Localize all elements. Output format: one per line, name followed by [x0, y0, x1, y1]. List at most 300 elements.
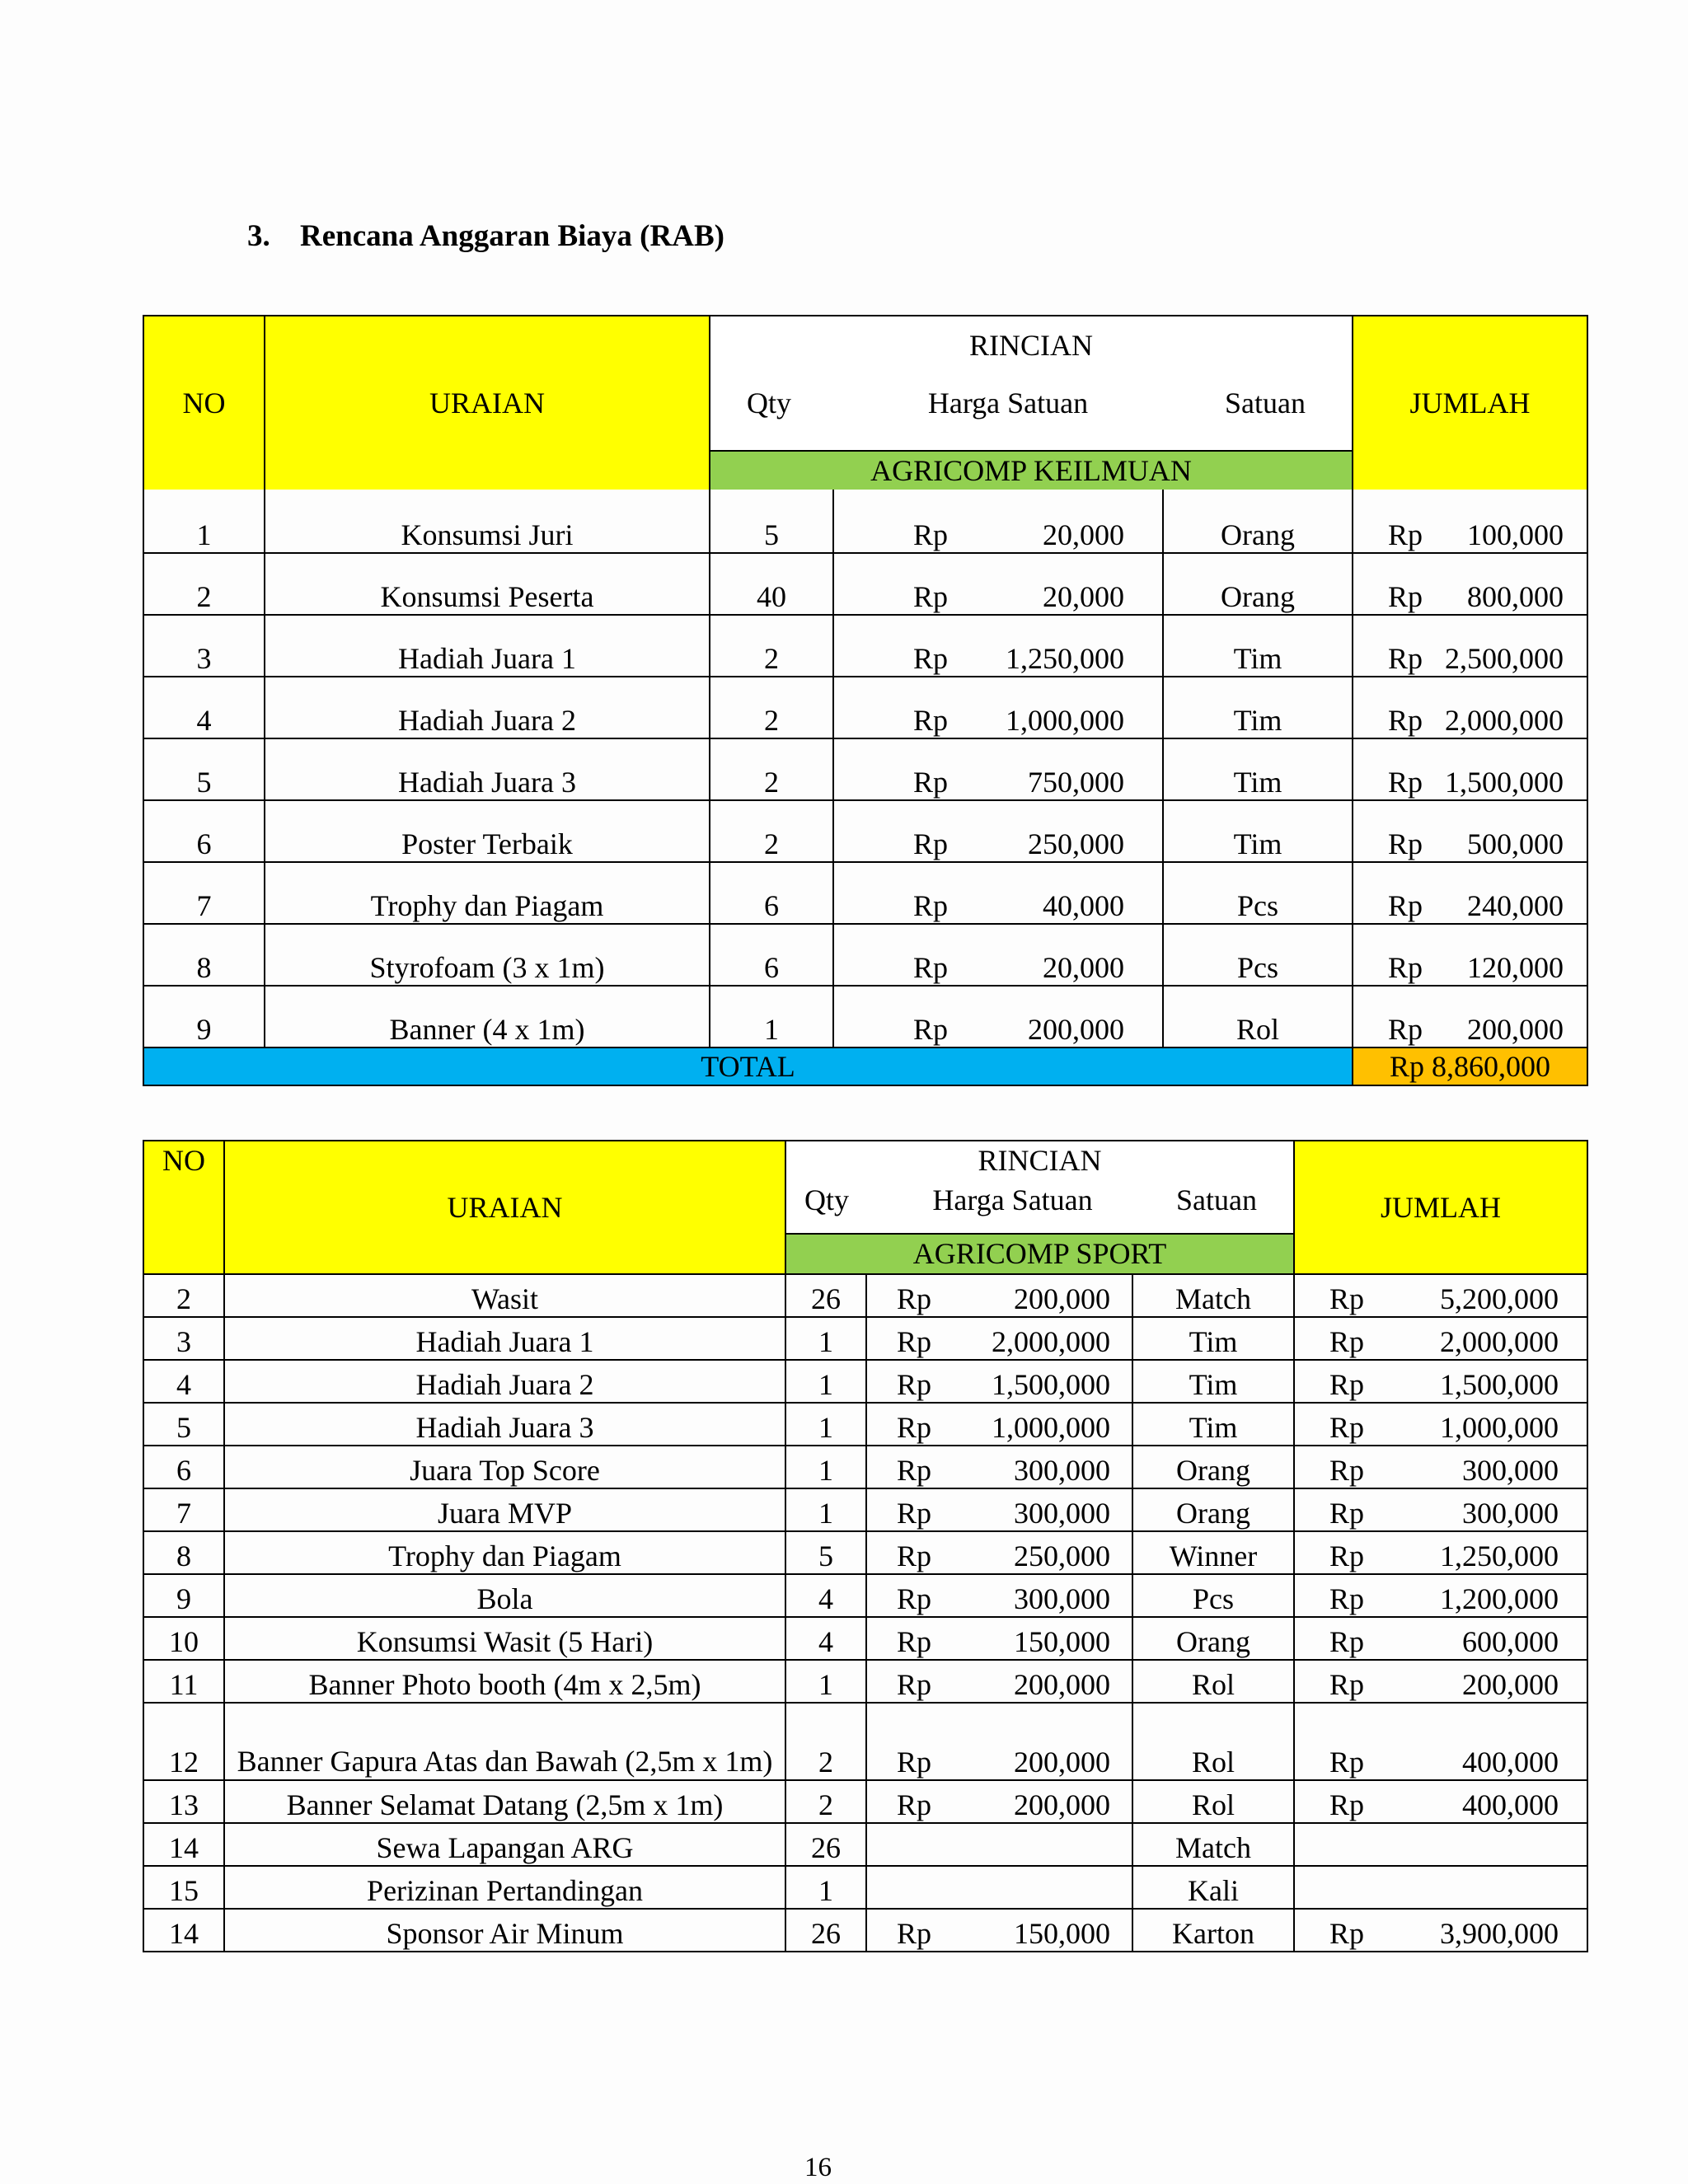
row-harga: [833, 553, 1163, 615]
row-harga: [866, 1360, 1132, 1403]
harga-currency: Rp: [897, 1454, 932, 1487]
harga-currency: Rp: [897, 1788, 932, 1821]
jumlah-wrap: [1300, 1788, 1582, 1822]
row-harga: [833, 615, 1163, 677]
row-satuan: Orang: [1132, 1617, 1294, 1660]
harga-value: 200,000: [1014, 1668, 1110, 1701]
harga-currency: Rp: [897, 1582, 932, 1615]
row-satuan: Karton: [1132, 1909, 1294, 1952]
row-satuan: Tim: [1163, 677, 1353, 738]
header-qty: Qty: [804, 1183, 849, 1216]
row-no: 5: [143, 738, 265, 800]
row-qty: 1: [785, 1360, 866, 1403]
row-qty: 1: [785, 1660, 866, 1703]
harga-value: 20,000: [1043, 580, 1124, 613]
row-qty: 1: [710, 986, 833, 1047]
row-qty: 4: [785, 1617, 866, 1660]
harga-wrap: [872, 1624, 1127, 1659]
section-label: AGRICOMP KEILMUAN: [710, 451, 1353, 490]
harga-currency: Rp: [897, 1325, 932, 1358]
row-harga: [866, 1866, 1132, 1909]
harga-currency: Rp: [913, 1013, 949, 1046]
jumlah-currency: Rp: [1388, 580, 1423, 613]
jumlah-value: 300,000: [1462, 1454, 1559, 1487]
harga-currency: Rp: [913, 518, 949, 551]
row-harga: [833, 800, 1163, 862]
jumlah-currency: Rp: [1388, 518, 1423, 551]
harga-currency: Rp: [897, 1746, 932, 1779]
row-satuan: Tim: [1163, 800, 1353, 862]
table-row: [143, 1909, 1587, 1952]
harga-value: 300,000: [1014, 1497, 1110, 1530]
harga-currency: Rp: [897, 1625, 932, 1658]
jumlah-wrap: [1300, 1667, 1582, 1702]
header-uraian: URAIAN: [224, 1141, 785, 1274]
harga-wrap: [872, 1324, 1127, 1359]
harga-currency: Rp: [913, 580, 949, 613]
harga-wrap: [839, 641, 1157, 676]
row-uraian: Bola: [224, 1574, 785, 1617]
heading-title: Rencana Anggaran Biaya (RAB): [300, 219, 724, 253]
table-row: [143, 490, 1587, 553]
harga-wrap: [872, 1745, 1127, 1779]
harga-value: 150,000: [1014, 1625, 1110, 1658]
harga-value: 200,000: [1028, 1013, 1124, 1046]
jumlah-value: 1,500,000: [1440, 1368, 1559, 1401]
row-jumlah: [1294, 1703, 1587, 1780]
harga-currency: Rp: [913, 827, 949, 860]
jumlah-currency: Rp: [1329, 1368, 1365, 1401]
row-uraian: Konsumsi Peserta: [265, 553, 710, 615]
row-qty: 4: [785, 1574, 866, 1617]
jumlah-wrap: [1300, 1582, 1582, 1616]
row-jumlah: [1294, 1446, 1587, 1488]
row-jumlah: [1294, 1909, 1587, 1952]
table-row: [143, 1617, 1587, 1660]
jumlah-wrap: [1358, 950, 1582, 985]
header-qty: Qty: [747, 387, 791, 419]
row-uraian: Hadiah Juara 3: [224, 1403, 785, 1446]
row-uraian: Hadiah Juara 1: [224, 1317, 785, 1360]
row-jumlah: [1294, 1574, 1587, 1617]
row-satuan: Tim: [1163, 738, 1353, 800]
row-satuan: Orang: [1132, 1446, 1294, 1488]
harga-wrap: [839, 1012, 1157, 1047]
harga-value: 250,000: [1014, 1540, 1110, 1572]
row-no: 13: [143, 1780, 224, 1823]
jumlah-wrap: [1300, 1324, 1582, 1359]
row-harga: [866, 1574, 1132, 1617]
jumlah-currency: Rp: [1329, 1582, 1365, 1615]
harga-wrap: [839, 827, 1157, 861]
row-no: 2: [143, 1274, 224, 1317]
harga-wrap: [872, 1916, 1127, 1951]
header-jumlah: JUMLAH: [1294, 1141, 1587, 1274]
jumlah-currency: Rp: [1329, 1454, 1365, 1487]
row-uraian: Hadiah Juara 3: [265, 738, 710, 800]
row-satuan: Kali: [1132, 1866, 1294, 1909]
harga-value: 300,000: [1014, 1454, 1110, 1487]
harga-wrap: [872, 1367, 1127, 1402]
jumlah-currency: Rp: [1388, 642, 1423, 675]
table-row: [143, 1274, 1587, 1317]
row-harga: [866, 1703, 1132, 1780]
header-uraian: URAIAN: [265, 316, 710, 490]
harga-value: 200,000: [1014, 1788, 1110, 1821]
row-no: 3: [143, 1317, 224, 1360]
row-harga: [866, 1660, 1132, 1703]
jumlah-wrap: [1358, 1012, 1582, 1047]
row-harga: [866, 1909, 1132, 1952]
jumlah-currency: Rp: [1329, 1917, 1365, 1950]
jumlah-currency: Rp: [1388, 704, 1423, 737]
row-satuan: Tim: [1132, 1403, 1294, 1446]
row-jumlah: [1294, 1660, 1587, 1703]
jumlah-wrap: [1358, 827, 1582, 861]
row-no: 9: [143, 1574, 224, 1617]
row-uraian: Perizinan Pertandingan: [224, 1866, 785, 1909]
harga-currency: Rp: [897, 1411, 932, 1444]
row-no: 12: [143, 1703, 224, 1780]
table-row: [143, 1574, 1587, 1617]
jumlah-value: 1,200,000: [1440, 1582, 1559, 1615]
row-harga: [866, 1446, 1132, 1488]
row-no: 4: [143, 1360, 224, 1403]
harga-currency: Rp: [913, 766, 949, 799]
row-jumlah: [1294, 1403, 1587, 1446]
row-jumlah: [1353, 924, 1587, 986]
row-satuan: Rol: [1132, 1780, 1294, 1823]
row-uraian: Styrofoam (3 x 1m): [265, 924, 710, 986]
row-satuan: Rol: [1163, 986, 1353, 1047]
harga-wrap: [839, 765, 1157, 799]
row-jumlah: [1353, 490, 1587, 553]
row-harga: [866, 1403, 1132, 1446]
jumlah-wrap: [1358, 888, 1582, 923]
row-uraian: Banner Photo booth (4m x 2,5m): [224, 1660, 785, 1703]
table-row: [143, 1317, 1587, 1360]
table-row: [143, 1780, 1587, 1823]
harga-currency: Rp: [897, 1368, 932, 1401]
row-uraian: Wasit: [224, 1274, 785, 1317]
row-qty: 5: [785, 1531, 866, 1574]
jumlah-value: 1,000,000: [1440, 1411, 1559, 1444]
harga-currency: Rp: [913, 889, 949, 922]
jumlah-value: 200,000: [1462, 1668, 1559, 1701]
jumlah-value: 200,000: [1467, 1013, 1564, 1046]
header-no: NO: [143, 1141, 224, 1274]
header-rincian: [710, 316, 1353, 451]
harga-wrap: [872, 1788, 1127, 1822]
table-row: [143, 738, 1587, 800]
jumlah-value: 500,000: [1467, 827, 1564, 860]
harga-value: 1,000,000: [1006, 704, 1124, 737]
row-no: 1: [143, 490, 265, 553]
harga-value: 1,500,000: [992, 1368, 1110, 1401]
jumlah-wrap: [1300, 1624, 1582, 1659]
page-number: 16: [804, 2153, 832, 2182]
row-no: 10: [143, 1617, 224, 1660]
harga-wrap: [872, 1667, 1127, 1702]
row-satuan: Pcs: [1163, 862, 1353, 924]
jumlah-value: 120,000: [1467, 951, 1564, 984]
table-row: [143, 1660, 1587, 1703]
table-row: [143, 800, 1587, 862]
row-qty: 26: [785, 1823, 866, 1866]
jumlah-wrap: [1300, 1916, 1582, 1951]
harga-value: 250,000: [1028, 827, 1124, 860]
row-qty: 1: [785, 1446, 866, 1488]
harga-wrap: [872, 1410, 1127, 1445]
budget-table-sport: [143, 1140, 1588, 1952]
row-jumlah: [1294, 1780, 1587, 1823]
jumlah-wrap: [1358, 641, 1582, 676]
table-row: [143, 862, 1587, 924]
row-harga: [833, 924, 1163, 986]
jumlah-value: 2,500,000: [1445, 642, 1564, 675]
row-no: 6: [143, 800, 265, 862]
row-harga: [833, 677, 1163, 738]
row-harga: [866, 1531, 1132, 1574]
row-satuan: Pcs: [1163, 924, 1353, 986]
jumlah-currency: Rp: [1329, 1411, 1365, 1444]
harga-value: 1,250,000: [1006, 642, 1124, 675]
jumlah-currency: Rp: [1329, 1325, 1365, 1358]
jumlah-wrap: [1300, 1367, 1582, 1402]
harga-value: 1,000,000: [992, 1411, 1110, 1444]
row-no: 8: [143, 1531, 224, 1574]
header-harga-satuan: Harga Satuan: [932, 1183, 1093, 1216]
row-harga: [866, 1780, 1132, 1823]
row-uraian: Banner Selamat Datang (2,5m x 1m): [224, 1780, 785, 1823]
row-jumlah: [1294, 1617, 1587, 1660]
row-satuan: Tim: [1163, 615, 1353, 677]
row-jumlah: [1353, 615, 1587, 677]
jumlah-wrap: [1300, 1282, 1582, 1316]
row-uraian: Konsumsi Wasit (5 Hari): [224, 1617, 785, 1660]
table-row: [143, 1823, 1587, 1866]
row-harga: [833, 738, 1163, 800]
section-heading: [247, 218, 724, 254]
jumlah-currency: Rp: [1329, 1497, 1365, 1530]
jumlah-value: 1,250,000: [1440, 1540, 1559, 1572]
row-satuan: Tim: [1132, 1360, 1294, 1403]
row-no: 6: [143, 1446, 224, 1488]
row-jumlah: [1294, 1317, 1587, 1360]
row-jumlah: [1353, 862, 1587, 924]
row-jumlah: [1353, 986, 1587, 1047]
harga-wrap: [872, 1582, 1127, 1616]
row-no: 15: [143, 1866, 224, 1909]
table-row: [143, 1360, 1587, 1403]
harga-value: 300,000: [1014, 1582, 1110, 1615]
harga-wrap: [839, 579, 1157, 614]
header-no: NO: [143, 316, 265, 490]
row-uraian: Banner Gapura Atas dan Bawah (2,5m x 1m): [224, 1703, 785, 1780]
harga-value: 150,000: [1014, 1917, 1110, 1950]
jumlah-currency: Rp: [1329, 1540, 1365, 1572]
harga-wrap: [839, 950, 1157, 985]
row-satuan: Winner: [1132, 1531, 1294, 1574]
jumlah-currency: Rp: [1388, 766, 1423, 799]
row-satuan: Rol: [1132, 1660, 1294, 1703]
row-uraian: Juara Top Score: [224, 1446, 785, 1488]
row-qty: 2: [710, 800, 833, 862]
row-uraian: Sewa Lapangan ARG: [224, 1823, 785, 1866]
harga-currency: Rp: [897, 1282, 932, 1315]
budget-table-keilmuan: [143, 315, 1588, 1086]
row-harga: [833, 490, 1163, 553]
row-satuan: Orang: [1163, 553, 1353, 615]
row-jumlah: [1294, 1531, 1587, 1574]
jumlah-currency: Rp: [1329, 1668, 1365, 1701]
table-row: [143, 615, 1587, 677]
jumlah-currency: Rp: [1388, 1013, 1423, 1046]
section-label: AGRICOMP SPORT: [785, 1234, 1294, 1274]
row-no: 11: [143, 1660, 224, 1703]
row-no: 5: [143, 1403, 224, 1446]
row-satuan: Pcs: [1132, 1574, 1294, 1617]
jumlah-wrap: [1300, 1496, 1582, 1530]
harga-currency: Rp: [913, 642, 949, 675]
harga-wrap: [872, 1539, 1127, 1573]
row-qty: 1: [785, 1488, 866, 1531]
total-label: TOTAL: [143, 1047, 1353, 1085]
jumlah-currency: Rp: [1329, 1746, 1365, 1779]
row-harga: [866, 1274, 1132, 1317]
row-harga: [866, 1317, 1132, 1360]
row-qty: 2: [785, 1703, 866, 1780]
table-row: [143, 924, 1587, 986]
row-harga: [833, 862, 1163, 924]
row-uraian: Konsumsi Juri: [265, 490, 710, 553]
jumlah-currency: Rp: [1329, 1625, 1365, 1658]
row-satuan: Tim: [1132, 1317, 1294, 1360]
jumlah-wrap: [1300, 1539, 1582, 1573]
heading-number: 3.: [247, 219, 270, 253]
row-no: 4: [143, 677, 265, 738]
jumlah-value: 2,000,000: [1440, 1325, 1559, 1358]
table-row: [143, 1488, 1587, 1531]
header-rincian: [785, 1141, 1294, 1234]
jumlah-wrap: [1300, 1453, 1582, 1488]
jumlah-value: 300,000: [1462, 1497, 1559, 1530]
jumlah-wrap: [1358, 518, 1582, 552]
row-no: 2: [143, 553, 265, 615]
harga-wrap: [839, 518, 1157, 552]
row-no: 9: [143, 986, 265, 1047]
harga-wrap: [872, 1282, 1127, 1316]
row-jumlah: [1294, 1360, 1587, 1403]
table-row: [143, 1446, 1587, 1488]
jumlah-value: 600,000: [1462, 1625, 1559, 1658]
jumlah-value: 100,000: [1467, 518, 1564, 551]
row-jumlah: [1353, 677, 1587, 738]
table-row: [143, 1703, 1587, 1780]
harga-currency: Rp: [897, 1540, 932, 1572]
jumlah-currency: Rp: [1388, 827, 1423, 860]
row-jumlah: [1353, 800, 1587, 862]
harga-currency: Rp: [897, 1917, 932, 1950]
harga-currency: Rp: [897, 1668, 932, 1701]
harga-wrap: [872, 1453, 1127, 1488]
row-qty: 2: [710, 738, 833, 800]
row-satuan: Orang: [1132, 1488, 1294, 1531]
row-uraian: Juara MVP: [224, 1488, 785, 1531]
row-qty: 1: [785, 1866, 866, 1909]
row-qty: 1: [785, 1317, 866, 1360]
harga-value: 200,000: [1014, 1282, 1110, 1315]
jumlah-value: 240,000: [1467, 889, 1564, 922]
row-uraian: Hadiah Juara 2: [224, 1360, 785, 1403]
jumlah-value: 800,000: [1467, 580, 1564, 613]
row-qty: 6: [710, 924, 833, 986]
total-value: Rp 8,860,000: [1353, 1047, 1587, 1085]
row-jumlah: [1353, 553, 1587, 615]
row-satuan: Rol: [1132, 1703, 1294, 1780]
harga-wrap: [872, 1496, 1127, 1530]
row-qty: 1: [785, 1403, 866, 1446]
table-row: [143, 1403, 1587, 1446]
row-no: 14: [143, 1823, 224, 1866]
row-qty: 6: [710, 862, 833, 924]
row-satuan: Orang: [1163, 490, 1353, 553]
row-qty: 2: [785, 1780, 866, 1823]
harga-currency: Rp: [897, 1497, 932, 1530]
jumlah-value: 2,000,000: [1445, 704, 1564, 737]
row-no: 7: [143, 862, 265, 924]
row-qty: 26: [785, 1909, 866, 1952]
table-row: [143, 553, 1587, 615]
row-no: 8: [143, 924, 265, 986]
row-uraian: Hadiah Juara 1: [265, 615, 710, 677]
jumlah-wrap: [1358, 579, 1582, 614]
row-jumlah: [1353, 738, 1587, 800]
rincian-label: RINCIAN: [978, 1144, 1102, 1177]
jumlah-currency: Rp: [1388, 889, 1423, 922]
harga-currency: Rp: [913, 704, 949, 737]
row-uraian: Poster Terbaik: [265, 800, 710, 862]
row-no: 14: [143, 1909, 224, 1952]
jumlah-wrap: [1358, 765, 1582, 799]
row-qty: 40: [710, 553, 833, 615]
row-uraian: Hadiah Juara 2: [265, 677, 710, 738]
jumlah-currency: Rp: [1388, 951, 1423, 984]
row-qty: 2: [710, 615, 833, 677]
row-jumlah: [1294, 1823, 1587, 1866]
header-satuan: Satuan: [1176, 1183, 1258, 1216]
harga-wrap: [839, 888, 1157, 923]
harga-currency: Rp: [913, 951, 949, 984]
row-uraian: Trophy dan Piagam: [265, 862, 710, 924]
jumlah-value: 5,200,000: [1440, 1282, 1559, 1315]
jumlah-currency: Rp: [1329, 1788, 1365, 1821]
row-uraian: Trophy dan Piagam: [224, 1531, 785, 1574]
row-harga: [866, 1823, 1132, 1866]
jumlah-value: 400,000: [1462, 1788, 1559, 1821]
row-no: 7: [143, 1488, 224, 1531]
table-row: [143, 677, 1587, 738]
harga-value: 200,000: [1014, 1746, 1110, 1779]
row-harga: [866, 1488, 1132, 1531]
harga-value: 40,000: [1043, 889, 1124, 922]
row-qty: 2: [710, 677, 833, 738]
row-satuan: Match: [1132, 1823, 1294, 1866]
harga-value: 2,000,000: [992, 1325, 1110, 1358]
row-jumlah: [1294, 1274, 1587, 1317]
rincian-label: RINCIAN: [969, 329, 1093, 362]
header-satuan: Satuan: [1225, 387, 1306, 419]
